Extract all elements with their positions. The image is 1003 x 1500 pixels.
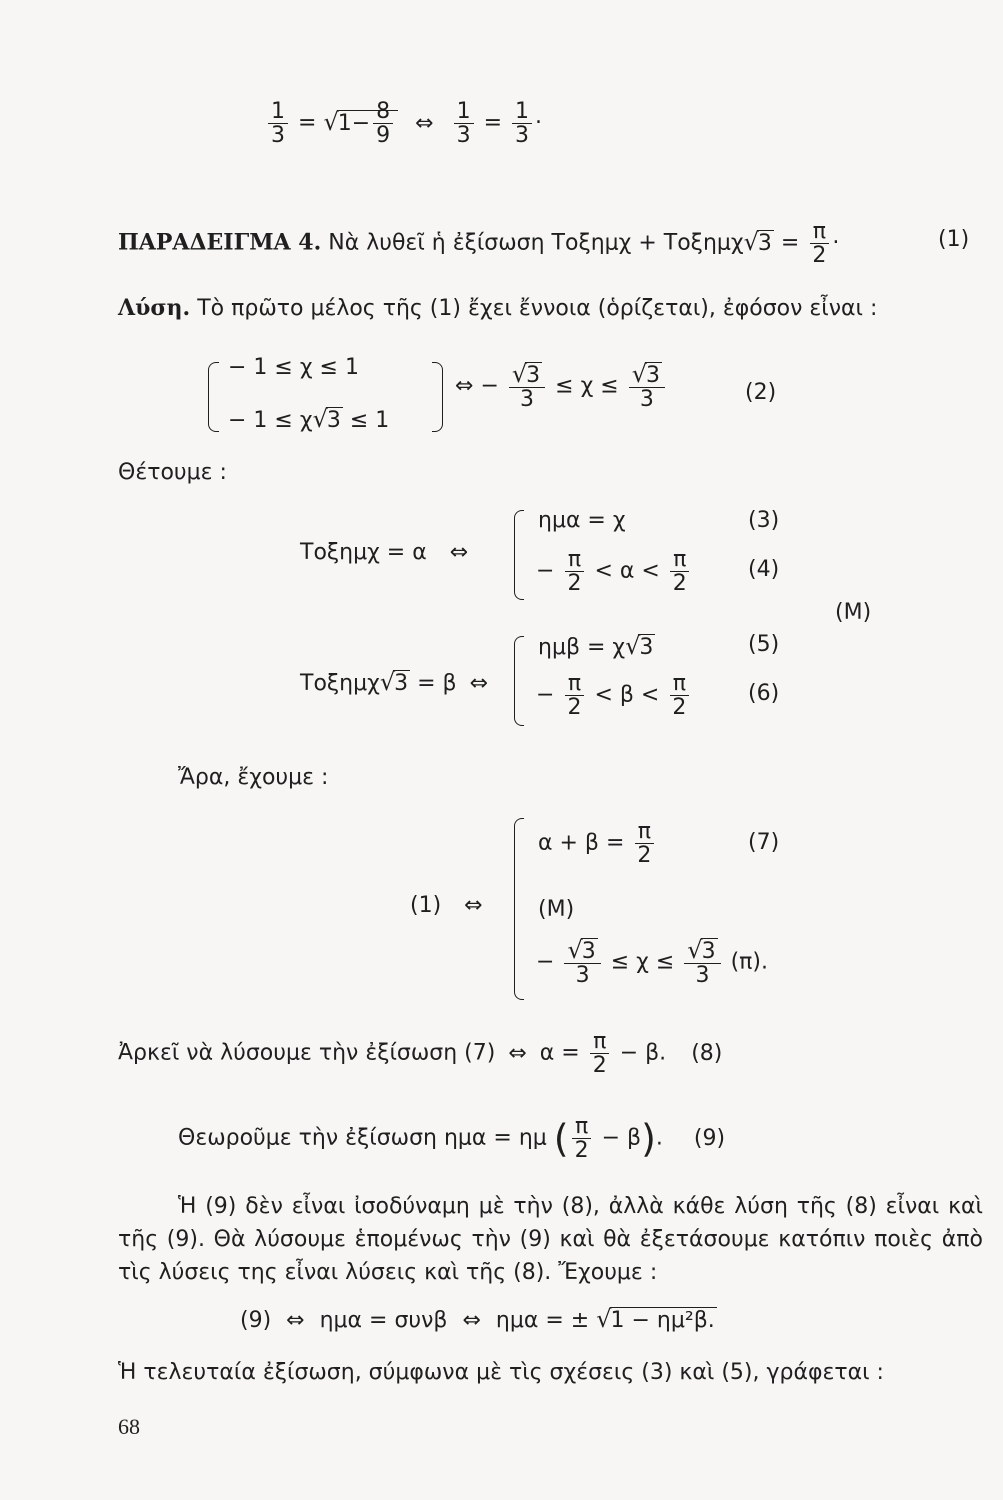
fraction <box>629 362 665 411</box>
radicand <box>337 99 398 149</box>
denominator: 3 <box>520 387 535 413</box>
equals-sign: = <box>483 110 503 136</box>
left-brace <box>208 362 219 432</box>
iff-arrow: ⇔ <box>449 540 469 565</box>
fraction <box>809 220 829 267</box>
numerator: 1 <box>454 100 474 124</box>
numerator: π <box>590 1030 609 1054</box>
minus-sign: − <box>536 682 555 708</box>
denominator: 2 <box>567 695 582 721</box>
radical-icon: √ <box>323 107 339 136</box>
equation-tag: (3) <box>748 508 780 533</box>
equation-text: ημα = ± <box>495 1308 590 1333</box>
numerator <box>564 938 600 964</box>
radicand: 3 <box>394 671 409 696</box>
definition-text: = β <box>417 671 457 696</box>
right-paren: ) <box>641 1116 656 1161</box>
equation-tag: (7) <box>748 830 780 855</box>
equation-tag: (π). <box>730 949 768 975</box>
fraction <box>564 548 584 595</box>
numerator: π <box>810 220 829 244</box>
equation-text: − β. <box>619 1040 667 1066</box>
inequality: ≤ χ ≤ <box>555 373 619 399</box>
definition-lhs <box>300 668 488 696</box>
minus-sign: − <box>480 373 499 399</box>
system-label: (Μ) <box>835 600 872 625</box>
equation-text: ημα = συνβ <box>319 1308 448 1333</box>
definition-lhs <box>300 540 468 565</box>
set-label: Θέτουμε : <box>118 460 227 485</box>
condition-row: (Μ) <box>538 897 575 922</box>
equals-sign: = <box>298 110 317 136</box>
radicand: 3 <box>639 635 654 660</box>
radical-icon: √ <box>687 936 703 964</box>
left-brace <box>514 818 524 1000</box>
fraction <box>634 820 654 867</box>
equation-9-line <box>178 1115 725 1162</box>
numerator: π <box>670 548 689 572</box>
radical-icon: √ <box>625 632 641 660</box>
closing-line: Ἡ τελευταία ἐξίσωση, σύμφωνα μὲ τὶς σχέσεις (3) καὶ (5), γράφεται : <box>118 1360 884 1385</box>
definition-text: Τοξημχ = α <box>300 540 427 565</box>
solution-label: Λύση. <box>118 295 191 321</box>
equation-tag: (5) <box>748 632 780 657</box>
condition-row <box>536 938 768 987</box>
definition-text: Τοξημχ <box>300 671 380 696</box>
iff-arrow: ⇔ <box>415 110 434 136</box>
left-paren: ( <box>553 1116 569 1161</box>
solution-line <box>118 295 877 321</box>
top-equation <box>265 100 542 147</box>
numerator: π <box>565 672 584 696</box>
therefore-label: Ἄρα, ἔχουμε : <box>178 765 329 790</box>
fraction <box>512 100 532 147</box>
iff-arrow: ⇔ <box>464 893 483 918</box>
denominator: 2 <box>672 571 687 597</box>
denominator: 2 <box>812 243 827 269</box>
numerator: π <box>572 1115 591 1139</box>
condition-text: ημβ = χ <box>538 635 626 660</box>
minus-sign: − <box>536 949 555 975</box>
radicand: 3 <box>646 363 661 388</box>
equation-tag: (6) <box>748 681 780 706</box>
left-brace <box>514 510 524 600</box>
equation-8-line <box>118 1030 722 1077</box>
example-heading <box>118 220 839 267</box>
inequality: < α < <box>594 558 660 584</box>
condition-text: α + β = <box>538 830 625 856</box>
body-paragraph: Ἡ (9) δὲν εἶναι ἰσοδύναμη μὲ τὴν (8), ἀλλὰ κάθε λύση τῆς (8) εἶναι καὶ τῆς (9). Θὰ λύσουμε ἑπομένως τὴν (9) καὶ θὰ ἐξετάσουμε κατόπιν ποιὲς ἀπὸ τὶς λύσεις της εἶναι λύσεις καὶ τῆς (8). Ἔχουμε : <box>118 1194 983 1285</box>
line-text: Θεωροῦμε τὴν ἐξίσωση ημα = ημ <box>178 1125 547 1151</box>
inequality: ≤ χ ≤ <box>610 949 675 975</box>
minus-sign: − <box>536 558 555 584</box>
denominator: 3 <box>271 123 285 149</box>
iff-arrow: ⇔ <box>508 1040 527 1066</box>
denominator: 3 <box>456 123 471 149</box>
page-number: 68 <box>118 1414 140 1439</box>
iff-arrow: ⇔ <box>469 671 489 696</box>
denominator: 2 <box>567 571 582 597</box>
inequality: < β < <box>594 682 660 708</box>
fraction <box>670 548 690 595</box>
denominator: 2 <box>592 1053 607 1079</box>
equation-tag: (1) <box>938 227 970 252</box>
fraction <box>268 100 288 147</box>
solution-text: Τὸ πρῶτο μέλος τῆς (1) ἔχει ἔννοια (ὁρίζεται), ἐφόσον εἶναι : <box>197 296 878 321</box>
radical-icon: √ <box>567 936 583 964</box>
fraction <box>373 100 393 147</box>
fraction <box>590 1030 610 1077</box>
equation-tag: (4) <box>748 557 780 582</box>
numerator <box>629 362 665 388</box>
right-brace <box>432 362 443 432</box>
radical-icon: √ <box>511 360 528 388</box>
numerator: 8 <box>373 100 393 124</box>
numerator: π <box>635 820 654 844</box>
equation-ref: (1) <box>410 893 442 918</box>
condition-row: − 1 ≤ χ ≤ 1 <box>228 355 359 380</box>
radicand: 3 <box>526 363 541 388</box>
radical-icon: √ <box>596 1305 612 1333</box>
radicand: 3 <box>581 939 596 964</box>
condition-row <box>536 672 692 719</box>
numerator <box>684 938 720 964</box>
denominator: 9 <box>376 123 391 149</box>
denominator: 2 <box>574 1138 589 1164</box>
denominator: 3 <box>575 963 590 989</box>
fraction <box>684 938 720 987</box>
radical-icon: √ <box>312 405 328 433</box>
equals-sign: = <box>780 230 800 256</box>
fraction <box>564 938 600 987</box>
minus-sign: − <box>351 110 371 136</box>
condition-row <box>228 405 389 433</box>
denominator: 3 <box>695 963 710 989</box>
equation-tag: (2) <box>745 380 777 405</box>
fraction <box>572 1115 592 1162</box>
radicand: 3 <box>326 408 341 433</box>
condition-text: ≤ 1 <box>349 408 390 433</box>
radical-icon: √ <box>631 360 648 388</box>
radicand: 3 <box>701 939 716 964</box>
denominator: 2 <box>672 695 687 721</box>
condition-row <box>538 632 655 660</box>
equation-ref: (9) <box>240 1308 272 1333</box>
radical-icon: √ <box>379 668 396 696</box>
denominator: 3 <box>515 123 530 149</box>
equation-tag: (8) <box>691 1040 723 1066</box>
iff-arrow: ⇔ <box>462 1308 481 1333</box>
fraction <box>509 362 545 411</box>
condition-row <box>536 548 693 595</box>
denominator: 2 <box>637 843 652 869</box>
numerator: 1 <box>512 100 532 124</box>
left-brace <box>514 636 524 726</box>
fraction <box>454 100 474 147</box>
fraction <box>669 672 689 719</box>
equation-tag: (9) <box>693 1125 726 1151</box>
iff-arrow: ⇔ <box>286 1308 305 1333</box>
condition-row: ημα = χ <box>538 508 626 533</box>
radicand-one: 1 <box>337 110 352 136</box>
equation-text: α = <box>539 1040 580 1066</box>
radical-icon: √ <box>743 227 759 256</box>
iff-arrow: ⇔ <box>455 373 474 399</box>
fraction <box>564 672 584 719</box>
equation-text: − β <box>601 1125 642 1151</box>
numerator: π <box>565 548 584 572</box>
radicand: 3 <box>757 230 772 256</box>
denominator: 3 <box>639 387 654 413</box>
example-label: ΠΑΡΑΔΕΙΓΜΑ 4. <box>118 229 322 256</box>
numerator <box>509 362 545 388</box>
condition-text: − 1 ≤ χ <box>228 408 313 433</box>
example-text: Νὰ λυθεῖ ἡ ἐξίσωση Τοξημχ + Τοξημχ <box>328 230 744 256</box>
line-text: Ἀρκεῖ νὰ λύσουμε τὴν ἐξίσωση (7) <box>118 1040 496 1066</box>
period: · <box>535 110 543 136</box>
system-result <box>455 362 668 411</box>
numerator: 1 <box>268 100 288 124</box>
final-equation-line <box>240 1305 717 1333</box>
period: . <box>655 1125 663 1151</box>
numerator: π <box>670 672 689 696</box>
big-system-lhs <box>410 893 483 918</box>
period: · <box>832 230 840 256</box>
radicand: 1 − ημ²β. <box>610 1308 715 1333</box>
condition-row <box>538 820 657 867</box>
